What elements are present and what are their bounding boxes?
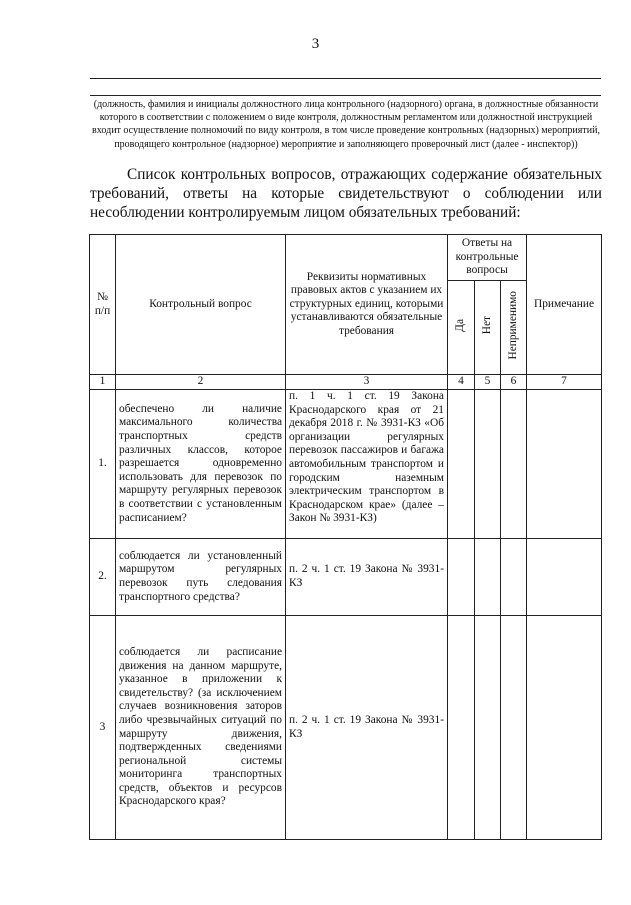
- answer-no-cell[interactable]: [475, 390, 501, 539]
- col-number: 4: [448, 375, 475, 390]
- intro-paragraph: Список контрольных вопросов, отражающих содержание обязательных требований, ответы на которые свидетельствуют о соблюдении или несоблюдении контролируемым лицом обязательных требований:: [90, 166, 602, 221]
- note-cell[interactable]: [527, 390, 602, 539]
- row-num: 1.: [90, 390, 116, 539]
- row-question: обеспечено ли наличие максимального количества транспортных средств различных классов, которое разрешается одновременно использовать для перевозок по маршруту регулярных перевозок в соответствии с установленным расписанием?: [116, 390, 286, 539]
- answer-na-cell[interactable]: [501, 616, 527, 840]
- inspector-line-top: [90, 78, 601, 79]
- table-row: [90, 539, 602, 616]
- answer-yes-cell[interactable]: [448, 539, 475, 616]
- col-number: 5: [475, 375, 501, 390]
- page-number: 3: [311, 36, 320, 52]
- row-question: соблюдается ли установленный маршрутом регулярных перевозок путь следования транспортного средства?: [116, 539, 286, 616]
- header-answers: Ответы на контрольные вопросы: [448, 235, 527, 281]
- header-note: Примечание: [527, 235, 602, 375]
- answer-yes-cell[interactable]: [448, 616, 475, 840]
- row-requisites: п. 1 ч. 1 ст. 19 Закона Краснодарского края от 21 декабря 2018 г. № 3931-КЗ «Об организации регулярных перевозок пассажиров и багажа автомобильным транспортом и городским наземным электрическим транспортом в Краснодарском крае» (далее – Закон № 3931-КЗ): [286, 390, 448, 539]
- header-row-top: [90, 235, 602, 281]
- answer-yes-cell[interactable]: [448, 390, 475, 539]
- col-number: 3: [286, 375, 448, 390]
- row-num: 2.: [90, 539, 116, 616]
- answer-na-cell[interactable]: [501, 390, 527, 539]
- row-num: 3: [90, 616, 116, 840]
- note-cell[interactable]: [527, 616, 602, 840]
- col-number: 1: [90, 375, 116, 390]
- header-yes: Да: [454, 318, 467, 332]
- header-num: № п/п: [90, 235, 116, 375]
- header-question: Контрольный вопрос: [116, 235, 286, 375]
- header-no: Нет: [480, 316, 493, 335]
- row-question: соблюдается ли расписание движения на данном маршруте, указанное в приложении к свидетельству? (за исключением случаев возникновения заторов либо чрезвычайных ситуаций по маршруту движения, подтвержденных сведениями региональной системы мониторинга транспортных средств, объектов и ресурсов Краснодарского края?: [116, 616, 286, 840]
- answer-no-cell[interactable]: [475, 616, 501, 840]
- header-na: Неприменимо: [506, 290, 519, 360]
- header-yes-cell: [448, 281, 475, 375]
- note-cell[interactable]: [527, 539, 602, 616]
- header-na-cell: [501, 281, 527, 375]
- col-number: 2: [116, 375, 286, 390]
- row-requisites: п. 2 ч. 1 ст. 19 Закона № 3931-КЗ: [286, 539, 448, 616]
- inspector-line-bottom: [90, 95, 601, 96]
- checklist-table: [89, 234, 602, 840]
- header-requisites: Реквизиты нормативных правовых актов с указанием их структурных единиц, которыми устанавливаются обязательные требования: [286, 235, 448, 375]
- row-requisites: п. 2 ч. 1 ст. 19 Закона № 3931-КЗ: [286, 616, 448, 840]
- table-row: [90, 390, 602, 539]
- column-numbers-row: [90, 375, 602, 390]
- inspector-caption: (должность, фамилия и инициалы должностного лица контрольного (надзорного) органа, в должностные обязанности которого в соответствии с положением о виде контроля, должностным регламентом или должностной инструкцией входит осуществление полномочий по виду контроля, в том числе проведение контрольных (надзорных) мероприятий, проводящего контрольное (надзорное) мероприятие и заполняющего проверочный лист (далее - инспектор)): [92, 99, 600, 150]
- answer-no-cell[interactable]: [475, 539, 501, 616]
- header-no-cell: [475, 281, 501, 375]
- col-number: 6: [501, 375, 527, 390]
- answer-na-cell[interactable]: [501, 539, 527, 616]
- col-number: 7: [527, 375, 602, 390]
- table-row: [90, 616, 602, 840]
